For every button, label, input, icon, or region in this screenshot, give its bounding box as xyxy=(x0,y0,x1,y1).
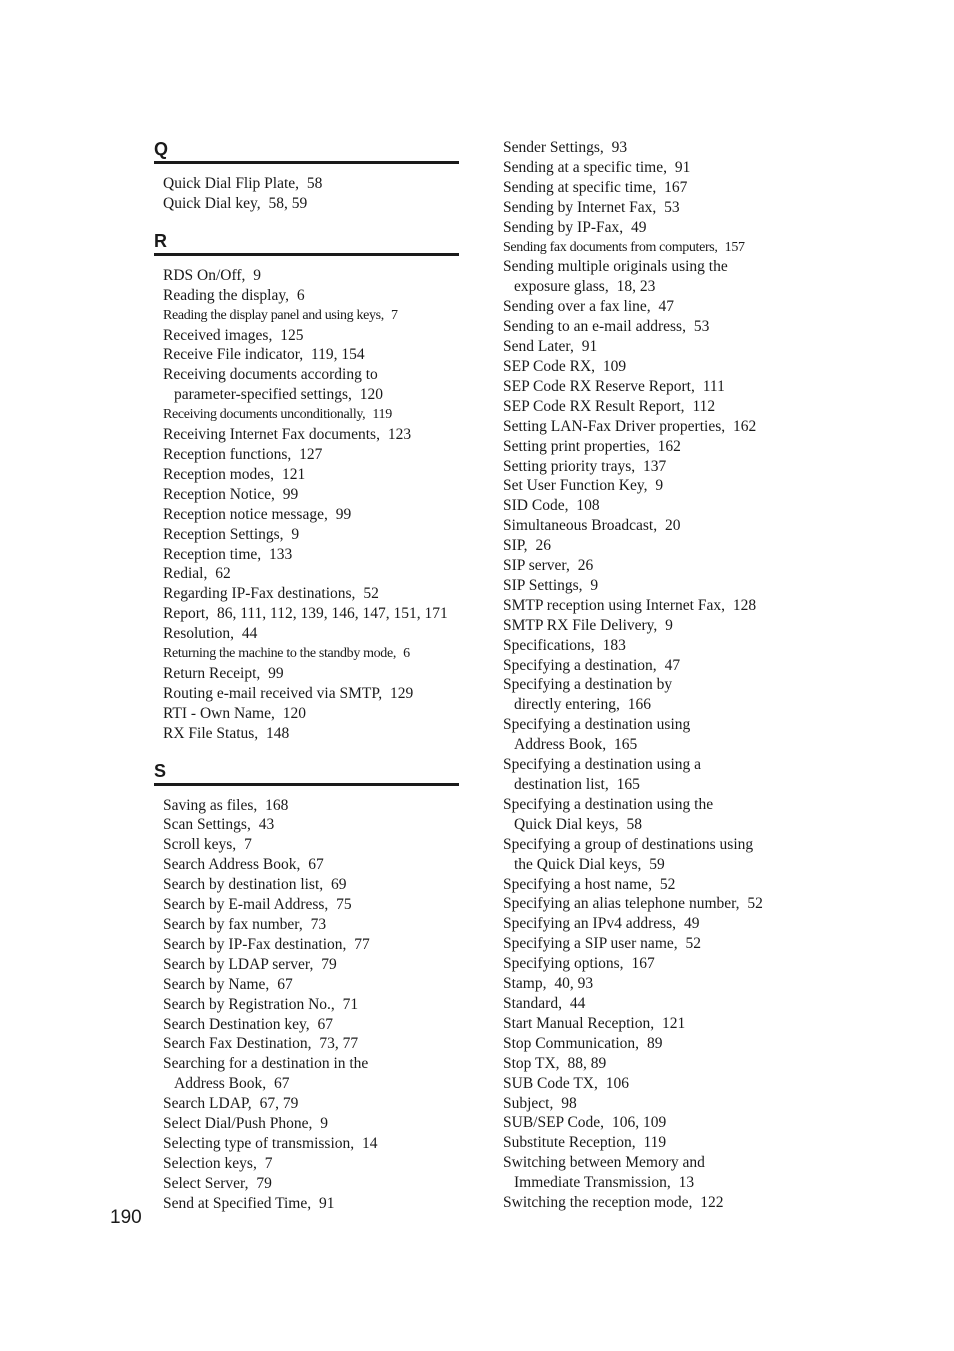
entry-page-refs: 59 xyxy=(645,855,665,873)
entry-page-refs: 52 xyxy=(743,895,763,913)
entry-term: SIP server, 26 xyxy=(503,557,594,575)
entry-page-refs: 43 xyxy=(254,816,275,834)
section-letter-heading: R xyxy=(154,230,167,251)
entry-term-continuation: parameter-specified settings, 120 xyxy=(174,386,383,404)
entry-page-refs: 119 xyxy=(369,407,392,423)
entry-term: SEP Code RX Result Report, 112 xyxy=(503,397,716,415)
entry-term: Search by E-mail Address, 75 xyxy=(163,896,352,914)
entry-term: Specifying a destination using the xyxy=(503,795,714,813)
entry-page-refs: 88, 89 xyxy=(563,1054,607,1072)
entry-term: Search by LDAP server, 79 xyxy=(163,955,337,973)
index-entry xyxy=(503,397,803,417)
section-letter-heading: Q xyxy=(154,139,169,159)
index-entry xyxy=(154,485,459,505)
index-entry xyxy=(503,317,803,337)
index-entry xyxy=(503,1094,803,1114)
entry-page-refs: 52 xyxy=(359,585,379,603)
index-entry xyxy=(503,1034,803,1054)
index-entry xyxy=(503,198,803,218)
entry-term: Specifications, 183 xyxy=(503,636,626,654)
index-entry xyxy=(503,1054,803,1074)
entry-term: Specifying an IPv4 address, 49 xyxy=(503,915,700,933)
entry-term: Simultaneous Broadcast, 20 xyxy=(503,517,681,535)
entry-term: Reception Notice, 99 xyxy=(163,485,299,503)
entry-page-refs: 49 xyxy=(680,915,700,933)
entry-page-refs: 9 xyxy=(661,616,673,634)
index-entry xyxy=(154,584,459,604)
entry-page-refs: 108 xyxy=(572,497,600,515)
index-entry xyxy=(154,1094,459,1114)
index-entry xyxy=(154,306,459,326)
entry-term: Reception time, 133 xyxy=(163,545,293,563)
entry-term: Reception functions, 127 xyxy=(163,445,323,463)
index-entry xyxy=(503,1153,803,1193)
entry-page-refs: 111 xyxy=(698,377,725,395)
index-entry xyxy=(503,656,803,676)
entry-page-refs: 162 xyxy=(653,437,681,455)
entry-page-refs: 165 xyxy=(610,736,638,754)
index-entry xyxy=(154,405,459,425)
entry-term: Stop TX, 88, 89 xyxy=(503,1054,607,1072)
index-entry xyxy=(154,174,459,194)
entry-term: Send at Specified Time, 91 xyxy=(163,1194,335,1212)
entry-page-refs: 73, 77 xyxy=(315,1035,359,1053)
entry-page-refs: 71 xyxy=(338,995,359,1013)
entry-term: Specifying a group of destinations using xyxy=(503,835,754,853)
index-entry xyxy=(503,914,803,934)
entry-page-refs: 13 xyxy=(674,1174,695,1192)
entry-page-refs: 125 xyxy=(276,326,304,344)
entry-page-refs: 86, 111, 112, 139, 146, 147, 151, 171 xyxy=(213,605,448,623)
entry-term: Reception modes, 121 xyxy=(163,465,306,483)
entry-term: Receiving Internet Fax documents, 123 xyxy=(163,426,412,444)
index-entry xyxy=(503,715,803,755)
index-entry xyxy=(154,1174,459,1194)
entry-term: Return Receipt, 99 xyxy=(163,664,284,682)
entry-term: Search by Name, 67 xyxy=(163,975,293,993)
entry-term: Sending by Internet Fax, 53 xyxy=(503,198,680,216)
entry-term: SID Code, 108 xyxy=(503,497,600,515)
index-entry xyxy=(154,724,459,744)
entry-page-refs: 69 xyxy=(327,876,347,894)
entry-term: Search by fax number, 73 xyxy=(163,916,327,933)
index-entry xyxy=(503,755,803,795)
entry-term-continuation: exposure glass, 18, 23 xyxy=(514,278,656,296)
entry-term-continuation: Address Book, 165 xyxy=(514,736,638,754)
entry-page-refs: 109 xyxy=(599,357,627,375)
entry-term: Receive File indicator, 119, 154 xyxy=(163,346,365,364)
entry-page-refs: 9 xyxy=(249,266,262,284)
entry-term: Send Later, 91 xyxy=(503,338,598,356)
entry-term: Specifying a host name, 52 xyxy=(503,875,676,893)
entry-page-refs: 128 xyxy=(729,596,757,614)
entry-page-refs: 52 xyxy=(681,935,701,953)
entry-page-refs: 79 xyxy=(317,955,337,973)
entry-term: SEP Code RX, 109 xyxy=(503,357,627,375)
entry-page-refs: 121 xyxy=(658,1014,686,1032)
index-entry xyxy=(154,465,459,485)
index-entry xyxy=(503,297,803,317)
index-entry xyxy=(154,1054,459,1094)
index-entry xyxy=(154,624,459,644)
entry-page-refs: 75 xyxy=(332,896,352,914)
entry-page-refs: 9 xyxy=(651,477,664,495)
entry-page-refs: 53 xyxy=(689,318,710,336)
index-entry xyxy=(154,345,459,365)
entry-term: Selection keys, 7 xyxy=(163,1154,273,1172)
index-entry xyxy=(154,1154,459,1174)
entry-term: Report, 86, 111, 112, 139, 146, 147, 151, 171 xyxy=(163,605,448,623)
entry-term: Specifying a destination by xyxy=(503,676,673,694)
entry-term: Returning the machine to the standby mode, 6 xyxy=(163,646,410,662)
index-entry xyxy=(154,425,459,445)
entry-page-refs: 157 xyxy=(721,239,745,255)
entry-page-refs: 79 xyxy=(252,1174,272,1192)
entry-term: RX File Status, 148 xyxy=(163,724,290,742)
index-entry xyxy=(503,934,803,954)
entry-term: Start Manual Reception, 121 xyxy=(503,1014,686,1032)
index-entry xyxy=(154,286,459,306)
entry-page-refs: 168 xyxy=(261,796,289,814)
index-entry xyxy=(154,915,459,935)
index-entry xyxy=(503,795,803,835)
index-entry xyxy=(503,636,803,656)
index-entry xyxy=(503,1074,803,1094)
index-entry xyxy=(503,158,803,178)
entry-page-refs: 77 xyxy=(350,935,370,953)
entry-page-refs: 7 xyxy=(260,1154,273,1172)
index-entry xyxy=(154,644,459,664)
entry-page-refs: 119 xyxy=(639,1134,667,1152)
entry-term: Receiving documents unconditionally, 119 xyxy=(163,407,392,423)
entry-page-refs: 53 xyxy=(660,198,680,216)
entry-page-refs: 6 xyxy=(292,286,305,304)
entry-page-refs: 123 xyxy=(383,426,412,444)
index-left-column xyxy=(154,138,459,1214)
entry-page-refs: 120 xyxy=(278,704,306,722)
entry-page-refs: 93 xyxy=(607,139,628,156)
entry-term: Specifying a destination, 47 xyxy=(503,656,681,674)
section-letter-heading: S xyxy=(154,760,167,781)
entry-term: Redial, 62 xyxy=(163,565,231,583)
index-entry xyxy=(154,815,459,835)
index-entry xyxy=(154,935,459,955)
entry-term: SMTP RX File Delivery, 9 xyxy=(503,616,673,634)
entry-term: Sending to an e-mail address, 53 xyxy=(503,318,710,336)
entry-page-refs: 58, 59 xyxy=(264,194,308,212)
index-entry xyxy=(503,596,803,616)
entry-page-refs: 14 xyxy=(358,1134,378,1152)
entry-term: Stamp, 40, 93 xyxy=(503,975,594,993)
entry-page-refs: 89 xyxy=(643,1034,663,1052)
entry-page-refs: 67 xyxy=(270,1075,290,1093)
entry-term: Sending fax documents from computers, 157 xyxy=(503,239,745,255)
index-entry xyxy=(154,1114,459,1134)
entry-term-continuation: Address Book, 67 xyxy=(174,1075,290,1093)
entry-term-continuation: destination list, 165 xyxy=(514,776,640,793)
index-entry xyxy=(154,194,459,214)
index-entry xyxy=(503,835,803,875)
index-entry xyxy=(503,675,803,715)
index-entry xyxy=(154,895,459,915)
index-entry xyxy=(154,684,459,704)
entry-term: Resolution, 44 xyxy=(163,625,258,643)
entry-term: SUB Code TX, 106 xyxy=(503,1074,630,1092)
entry-term: Sender Settings, 93 xyxy=(503,139,628,156)
index-entry xyxy=(503,894,803,914)
entry-page-refs: 133 xyxy=(265,545,293,563)
entry-term: Select Server, 79 xyxy=(163,1174,272,1192)
entry-term: Specifying a destination using xyxy=(503,716,691,734)
index-entry xyxy=(154,995,459,1015)
entry-term: Switching the reception mode, 122 xyxy=(503,1194,724,1212)
entry-term: Regarding IP-Fax destinations, 52 xyxy=(163,585,379,603)
entry-term: Reading the display panel and using keys, 7 xyxy=(163,307,398,323)
index-entry xyxy=(503,178,803,198)
index-entry xyxy=(503,138,803,158)
entry-page-refs: 67 xyxy=(304,856,324,874)
entry-page-refs: 99 xyxy=(278,485,299,503)
entry-page-refs: 112 xyxy=(688,397,716,415)
entry-page-refs: 40, 93 xyxy=(550,975,594,993)
entry-page-refs: 165 xyxy=(612,776,640,793)
page-number: 190 xyxy=(110,1207,142,1228)
entry-page-refs: 137 xyxy=(639,457,667,475)
entry-term: Sending at a specific time, 91 xyxy=(503,158,691,176)
entry-page-refs: 98 xyxy=(557,1094,577,1112)
index-entry xyxy=(503,257,803,297)
entry-page-refs: 26 xyxy=(531,537,551,555)
index-entry xyxy=(154,835,459,855)
entry-page-refs: 119, 154 xyxy=(307,346,365,364)
entry-term: Sending multiple originals using the xyxy=(503,258,728,276)
index-entry xyxy=(503,417,803,437)
entry-page-refs: 67 xyxy=(273,975,293,993)
entry-page-refs: 167 xyxy=(627,955,655,973)
entry-term: Subject, 98 xyxy=(503,1094,577,1112)
entry-term: Receiving documents according to xyxy=(163,366,378,384)
entry-page-refs: 91 xyxy=(315,1194,335,1212)
index-entry xyxy=(154,1034,459,1054)
entry-term: Search by IP-Fax destination, 77 xyxy=(163,935,370,953)
entry-term: SIP, 26 xyxy=(503,537,551,555)
entry-term: Specifying an alias telephone number, 52 xyxy=(503,895,763,913)
entry-term: Setting LAN-Fax Driver properties, 162 xyxy=(503,417,757,435)
index-entry xyxy=(154,266,459,286)
index-entry xyxy=(503,875,803,895)
index-entry xyxy=(154,326,459,346)
index-entry xyxy=(503,994,803,1014)
entry-page-refs: 44 xyxy=(565,994,586,1012)
entry-term: Received images, 125 xyxy=(163,326,304,344)
entry-term: Saving as files, 168 xyxy=(163,796,289,814)
index-entry xyxy=(154,1194,459,1214)
entry-term: Switching between Memory and xyxy=(503,1154,705,1172)
entry-term: Reception Settings, 9 xyxy=(163,525,300,543)
entry-term: Specifying a destination using a xyxy=(503,756,702,774)
entry-term: Standard, 44 xyxy=(503,994,586,1012)
index-entry xyxy=(503,1133,803,1153)
entry-term-continuation: the Quick Dial keys, 59 xyxy=(514,855,665,873)
entry-page-refs: 166 xyxy=(623,696,651,714)
entry-term: SIP Settings, 9 xyxy=(503,576,599,594)
entry-page-refs: 120 xyxy=(355,386,383,404)
entry-term: Scan Settings, 43 xyxy=(163,816,275,834)
entry-page-refs: 7 xyxy=(240,836,252,854)
entry-term: Sending over a fax line, 47 xyxy=(503,298,675,316)
entry-page-refs: 129 xyxy=(386,684,414,702)
entry-page-refs: 67, 79 xyxy=(255,1095,299,1113)
index-entry xyxy=(154,664,459,684)
entry-term: Searching for a destination in the xyxy=(163,1055,369,1073)
entry-term: RDS On/Off, 9 xyxy=(163,266,262,284)
entry-term: Setting print properties, 162 xyxy=(503,437,681,455)
index-entry xyxy=(503,616,803,636)
entry-page-refs: 162 xyxy=(729,417,757,435)
entry-term: Selecting type of transmission, 14 xyxy=(163,1134,378,1152)
entry-term-continuation: directly entering, 166 xyxy=(514,696,651,714)
index-right-column xyxy=(503,138,803,1213)
entry-term: Routing e-mail received via SMTP, 129 xyxy=(163,684,414,702)
entry-page-refs: 106, 109 xyxy=(608,1114,667,1132)
index-entry xyxy=(503,536,803,556)
index-entry xyxy=(154,975,459,995)
entry-term: RTI - Own Name, 120 xyxy=(163,704,306,722)
entry-term: Stop Communication, 89 xyxy=(503,1034,663,1052)
index-entry xyxy=(503,337,803,357)
index-entry xyxy=(503,218,803,238)
entry-page-refs: 99 xyxy=(264,664,284,682)
entry-page-refs: 183 xyxy=(598,636,626,654)
entry-page-refs: 6 xyxy=(399,646,410,662)
entry-page-refs: 7 xyxy=(387,307,398,323)
index-entry xyxy=(503,1113,803,1133)
index-entry xyxy=(154,875,459,895)
index-entry xyxy=(503,516,803,536)
entry-page-refs: 106 xyxy=(601,1074,630,1092)
entry-term: Search Fax Destination, 73, 77 xyxy=(163,1035,359,1053)
index-entry xyxy=(503,1014,803,1034)
entry-page-refs: 47 xyxy=(660,656,681,674)
entry-page-refs: 52 xyxy=(655,875,676,893)
entry-term: Search Address Book, 67 xyxy=(163,856,324,874)
entry-term: Reading the display, 6 xyxy=(163,286,305,304)
entry-page-refs: 18, 23 xyxy=(612,278,656,296)
index-entry xyxy=(154,955,459,975)
index-entry xyxy=(154,604,459,624)
entry-page-refs: 47 xyxy=(654,298,675,316)
index-entry xyxy=(154,445,459,465)
entry-term: Specifying options, 167 xyxy=(503,955,655,973)
entry-page-refs: 99 xyxy=(331,505,352,523)
entry-page-refs: 91 xyxy=(671,158,691,176)
entry-page-refs: 9 xyxy=(316,1115,329,1133)
index-entry xyxy=(154,796,459,816)
entry-term: Select Dial/Push Phone, 9 xyxy=(163,1115,329,1133)
entry-page-refs: 58 xyxy=(622,815,642,833)
index-entry xyxy=(503,377,803,397)
entry-term: SUB/SEP Code, 106, 109 xyxy=(503,1114,667,1132)
entry-term: Search by destination list, 69 xyxy=(163,876,347,894)
entry-term: Set User Function Key, 9 xyxy=(503,477,664,495)
entry-term: Quick Dial Flip Plate, 58 xyxy=(163,175,323,192)
entry-page-refs: 91 xyxy=(577,338,598,356)
entry-term: Search Destination key, 67 xyxy=(163,1015,334,1033)
entry-page-refs: 67 xyxy=(313,1015,334,1033)
index-entry xyxy=(503,576,803,596)
entry-page-refs: 26 xyxy=(573,557,594,575)
entry-term: Search by Registration No., 71 xyxy=(163,995,359,1013)
entry-term-continuation: Quick Dial keys, 58 xyxy=(514,815,642,833)
entry-page-refs: 58 xyxy=(303,175,323,192)
entry-term-continuation: Immediate Transmission, 13 xyxy=(514,1174,695,1192)
entry-term: Sending at specific time, 167 xyxy=(503,178,688,196)
entry-term: Quick Dial key, 58, 59 xyxy=(163,194,308,212)
index-entry xyxy=(154,1134,459,1154)
index-entry xyxy=(503,1193,803,1213)
index-entry xyxy=(154,525,459,545)
index-entry xyxy=(154,365,459,405)
entry-page-refs: 44 xyxy=(238,625,258,643)
entry-page-refs: 49 xyxy=(627,218,647,236)
entry-page-refs: 122 xyxy=(696,1194,724,1212)
index-entry xyxy=(154,855,459,875)
index-entry xyxy=(503,974,803,994)
entry-page-refs: 9 xyxy=(586,576,599,594)
index-entry xyxy=(154,545,459,565)
entry-term: Search LDAP, 67, 79 xyxy=(163,1095,299,1113)
entry-page-refs: 127 xyxy=(295,445,323,463)
index-entry xyxy=(503,437,803,457)
index-entry xyxy=(154,564,459,584)
entry-page-refs: 121 xyxy=(278,465,306,483)
index-entry xyxy=(154,505,459,525)
index-entry xyxy=(503,457,803,477)
index-entry xyxy=(154,1015,459,1035)
entry-term: Reception notice message, 99 xyxy=(163,505,352,523)
entry-term: Sending by IP-Fax, 49 xyxy=(503,218,647,236)
entry-term: Substitute Reception, 119 xyxy=(503,1134,667,1152)
index-entry xyxy=(503,954,803,974)
entry-term: Scroll keys, 7 xyxy=(163,836,252,854)
entry-page-refs: 167 xyxy=(660,178,688,196)
index-entry xyxy=(503,238,803,258)
index-entry xyxy=(503,556,803,576)
entry-term: Specifying a SIP user name, 52 xyxy=(503,935,701,953)
index-entry xyxy=(503,357,803,377)
entry-page-refs: 148 xyxy=(262,724,290,742)
entry-page-refs: 9 xyxy=(287,525,300,543)
index-entry xyxy=(154,704,459,724)
index-entry xyxy=(503,476,803,496)
entry-term: SMTP reception using Internet Fax, 128 xyxy=(503,596,757,614)
entry-term: Setting priority trays, 137 xyxy=(503,457,667,475)
index-entry xyxy=(503,496,803,516)
entry-page-refs: 62 xyxy=(211,565,231,583)
entry-term: SEP Code RX Reserve Report, 111 xyxy=(503,377,725,395)
entry-page-refs: 73 xyxy=(306,916,327,933)
entry-page-refs: 20 xyxy=(661,517,681,535)
